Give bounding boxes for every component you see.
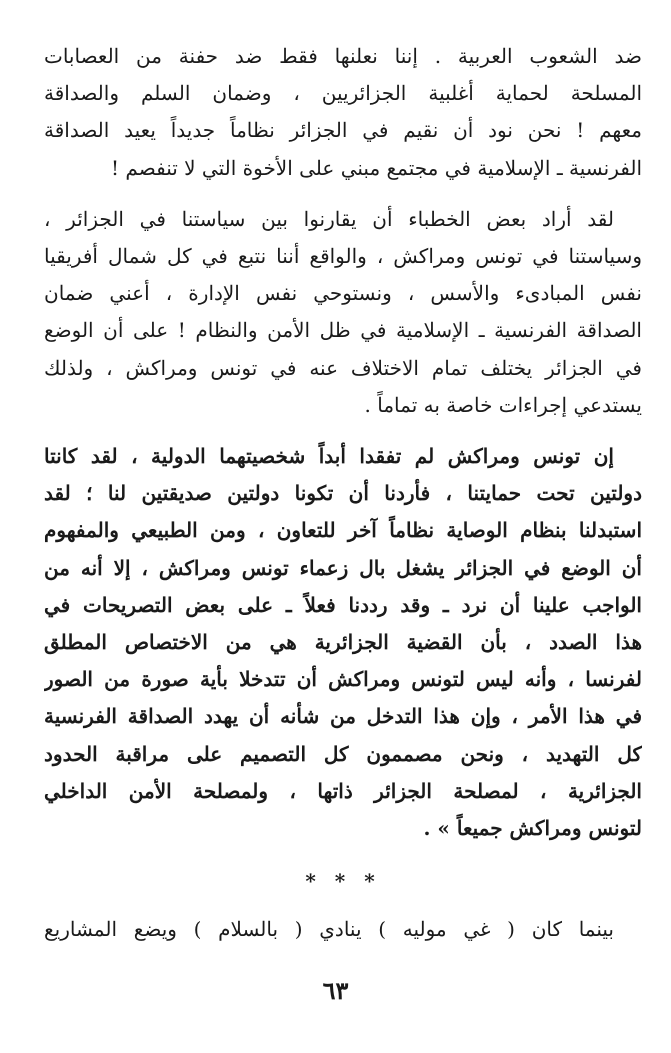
text-line: يستدعي إجراءات خاصة به تماماً . [364,392,642,417]
text-line: الواجب علينا أن نرد ـ وقد رددنا فعلاً ـ على بعض التصريحات في [44,592,642,617]
text-line: الفرنسية ـ الإسلامية في مجتمع مبني على الأخوة التي لا تنفصم ! [111,155,642,180]
text-line: لقد أراد بعض الخطباء أن يقارنوا بين سياستنا في الجزائر ، [44,206,614,231]
text-line: بينما كان ( غي موليه ) ينادي ( بالسلام ) ويضع المشاريع [44,917,614,942]
text-line: هذا الصدد ، بأن القضية الجزائرية هي من الاختصاص المطلق [44,630,642,655]
text-line: إن تونس ومراكش لم تفقدا أبداً شخصيتهما الدولية ، لقد كانتا [44,444,614,469]
paragraph-1 [44,38,642,187]
text-line: دولتين تحت حمايتنا ، فأردنا أن تكونا دولتين صديقتين لنا ؛ لقد [44,481,642,506]
text-line: في الجزائر يختلف تمام الاختلاف عنه في تونس ومراكش ، ولذلك [44,355,642,380]
paragraph-2 [44,201,642,424]
text-line: نفس المبادىء والأسس ، ونستوحي نفس الإدارة ، أعني ضمان [44,281,642,306]
text-line: في هذا الأمر ، وإن هذا التدخل من شأنه أن يهدد الصداقة الفرنسية [44,704,642,729]
page-number: ٦٣ [322,976,349,1005]
paragraph-3-quote [44,438,642,847]
text-line: أن الوضع في الجزائر يشغل بال زعماء تونس ومراكش ، إلا أنه من [44,555,642,580]
text-line: لتونس ومراكش جميعاً » . [423,816,642,841]
text-line: لفرنسا ، وأنه ليس لتونس ومراكش أن تتدخلا بأية صورة من الصور [44,667,642,692]
text-line: ضد الشعوب العربية . إننا نعلنها فقط ضد حفنة من العصابات [44,44,642,68]
text-line: المسلحة لحماية أغلبية الجزائريين ، وضمان السلم والصداقة [44,81,642,106]
book-page [44,38,642,948]
section-separator: * * * [305,869,381,894]
text-line: معهم ! نحن نود أن نقيم في الجزائر نظاماً جديداً يعيد الصداقة [44,118,642,143]
text-line: وسياستنا في تونس ومراكش ، والواقع أننا نتبع في كل شمال أفريقيا [44,244,642,269]
text-line: الجزائرية ، لمصلحة الجزائر ذاتها ، ولمصلحة الأمن الداخلي [44,778,642,803]
text-line: استبدلنا بنظام الوصاية نظاماً آخر للتعاون ، ومن الطبيعي والمفهوم [44,518,642,543]
text-line: كل التهديد ، ونحن مصممون كل التصميم على مراقبة الحدود [44,741,642,766]
text-line: الصداقة الفرنسية ـ الإسلامية في ظل الأمن والنظام ! على أن الوضع [44,318,642,343]
paragraph-4 [44,911,642,948]
